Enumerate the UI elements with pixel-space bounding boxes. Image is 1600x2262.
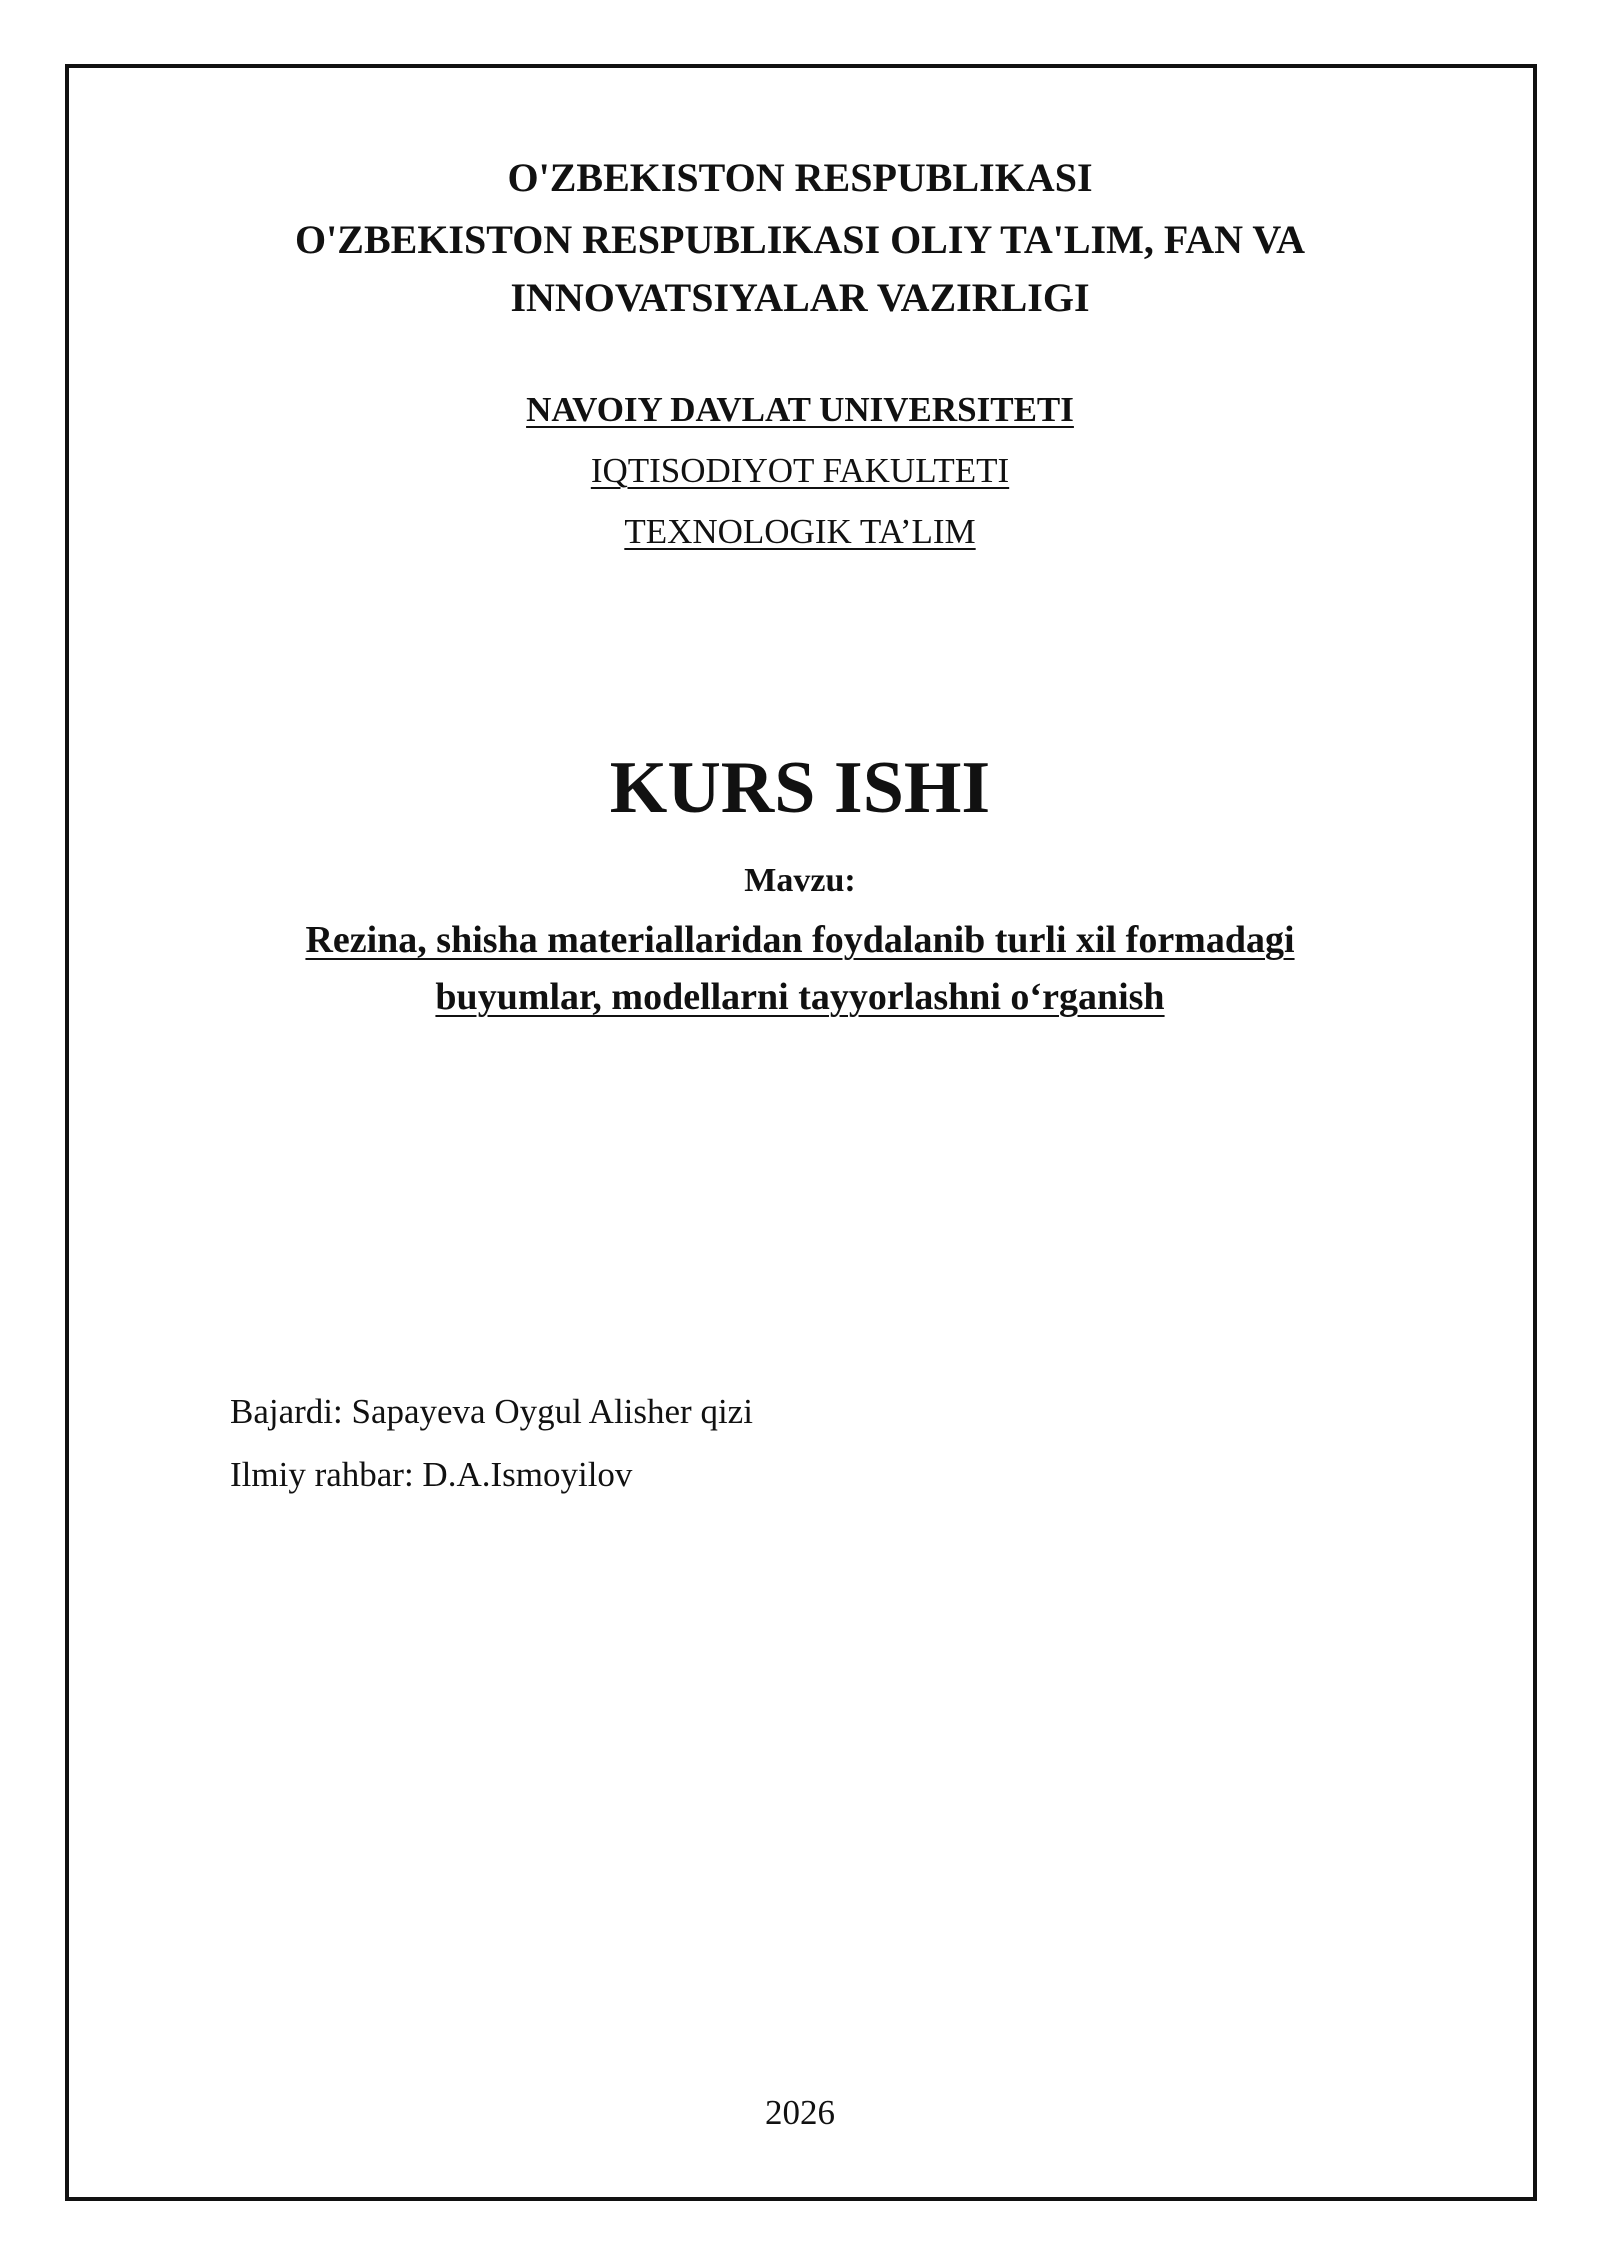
document-title: KURS ISHI <box>609 747 991 829</box>
performer-line: Bajardi: Sapayeva Oygul Alisher qizi <box>230 1392 753 1431</box>
header-ministry-line1: O'ZBEKISTON RESPUBLIKASI OLIY TA'LIM, FAN VA <box>295 217 1305 262</box>
header-country: O'ZBEKISTON RESPUBLIKASI <box>507 155 1093 200</box>
topic-line-1: Rezina, shisha materiallaridan foydalanib turli xil formadagi <box>305 919 1295 961</box>
supervisor-line: Ilmiy rahbar: D.A.Ismoyilov <box>230 1455 633 1494</box>
department-name: TEXNOLOGIK TA’LIM <box>624 512 976 551</box>
university-name: NAVOIY DAVLAT UNIVERSITETI <box>526 390 1074 429</box>
faculty-name: IQTISODIYOT FAKULTETI <box>590 451 1010 490</box>
year-label: 2026 <box>765 2093 835 2132</box>
topic-line-2: buyumlar, modellarni tayyorlashni o‘rganish <box>435 976 1165 1018</box>
topic-label: Mavzu: <box>744 862 856 899</box>
page-border-frame <box>65 64 1537 2201</box>
header-ministry-line2: INNOVATSIYALAR VAZIRLIGI <box>510 275 1090 320</box>
